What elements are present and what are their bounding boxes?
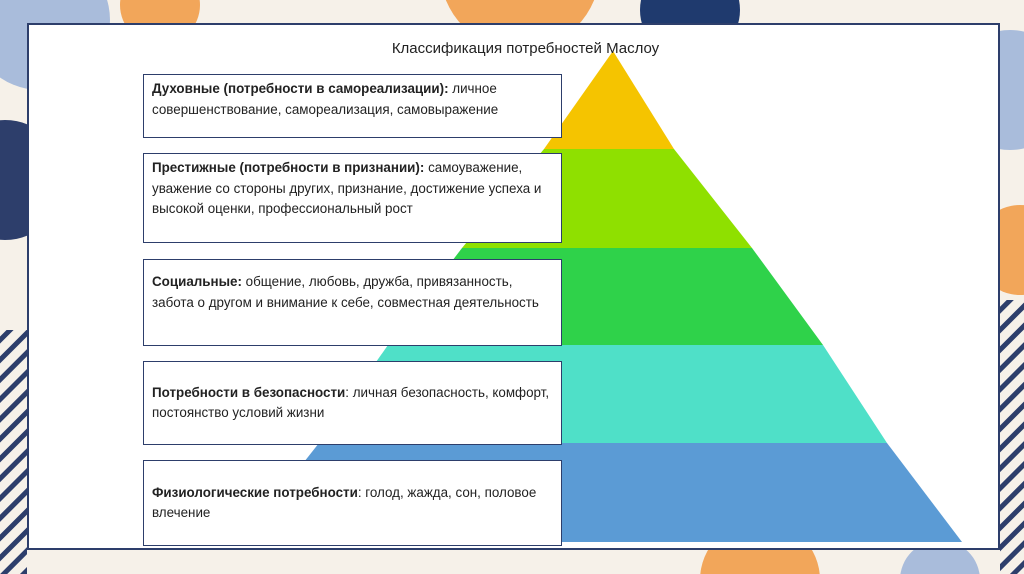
level-heading: Потребности в безопасности — [152, 384, 346, 400]
level-heading: Физиологические потребности — [152, 484, 358, 500]
level-text: личное совершенствование, самореализация, самовыражение — [152, 81, 499, 117]
level-heading: Престижные (потребности в признании): — [152, 160, 425, 175]
level-esteem — [143, 153, 562, 243]
level-self-actualization — [143, 74, 562, 138]
level-heading: Духовные (потребности в самореализации): — [152, 81, 449, 96]
slide-frame — [27, 23, 1000, 550]
level-text: : голод, жажда, сон, половое влечение — [152, 484, 537, 520]
level-text: общение, любовь, дружба, привязанность, забота о другом и внимание к себе, совместная деятельность — [152, 274, 539, 310]
pyramid-level-5 — [544, 51, 674, 149]
level-safety — [143, 361, 562, 445]
level-text: самоуважение, уважение со стороны других, признание, достижение успеха и высокой оценки, профессиональный рост — [152, 160, 542, 216]
level-text: : личная безопасность, комфорт, постоянство условий жизни — [152, 384, 550, 420]
level-heading: Социальные: — [152, 274, 242, 289]
level-social — [143, 259, 562, 346]
page-title: Классификация потребностей Маслоу — [391, 40, 660, 57]
level-physiological — [143, 460, 562, 546]
